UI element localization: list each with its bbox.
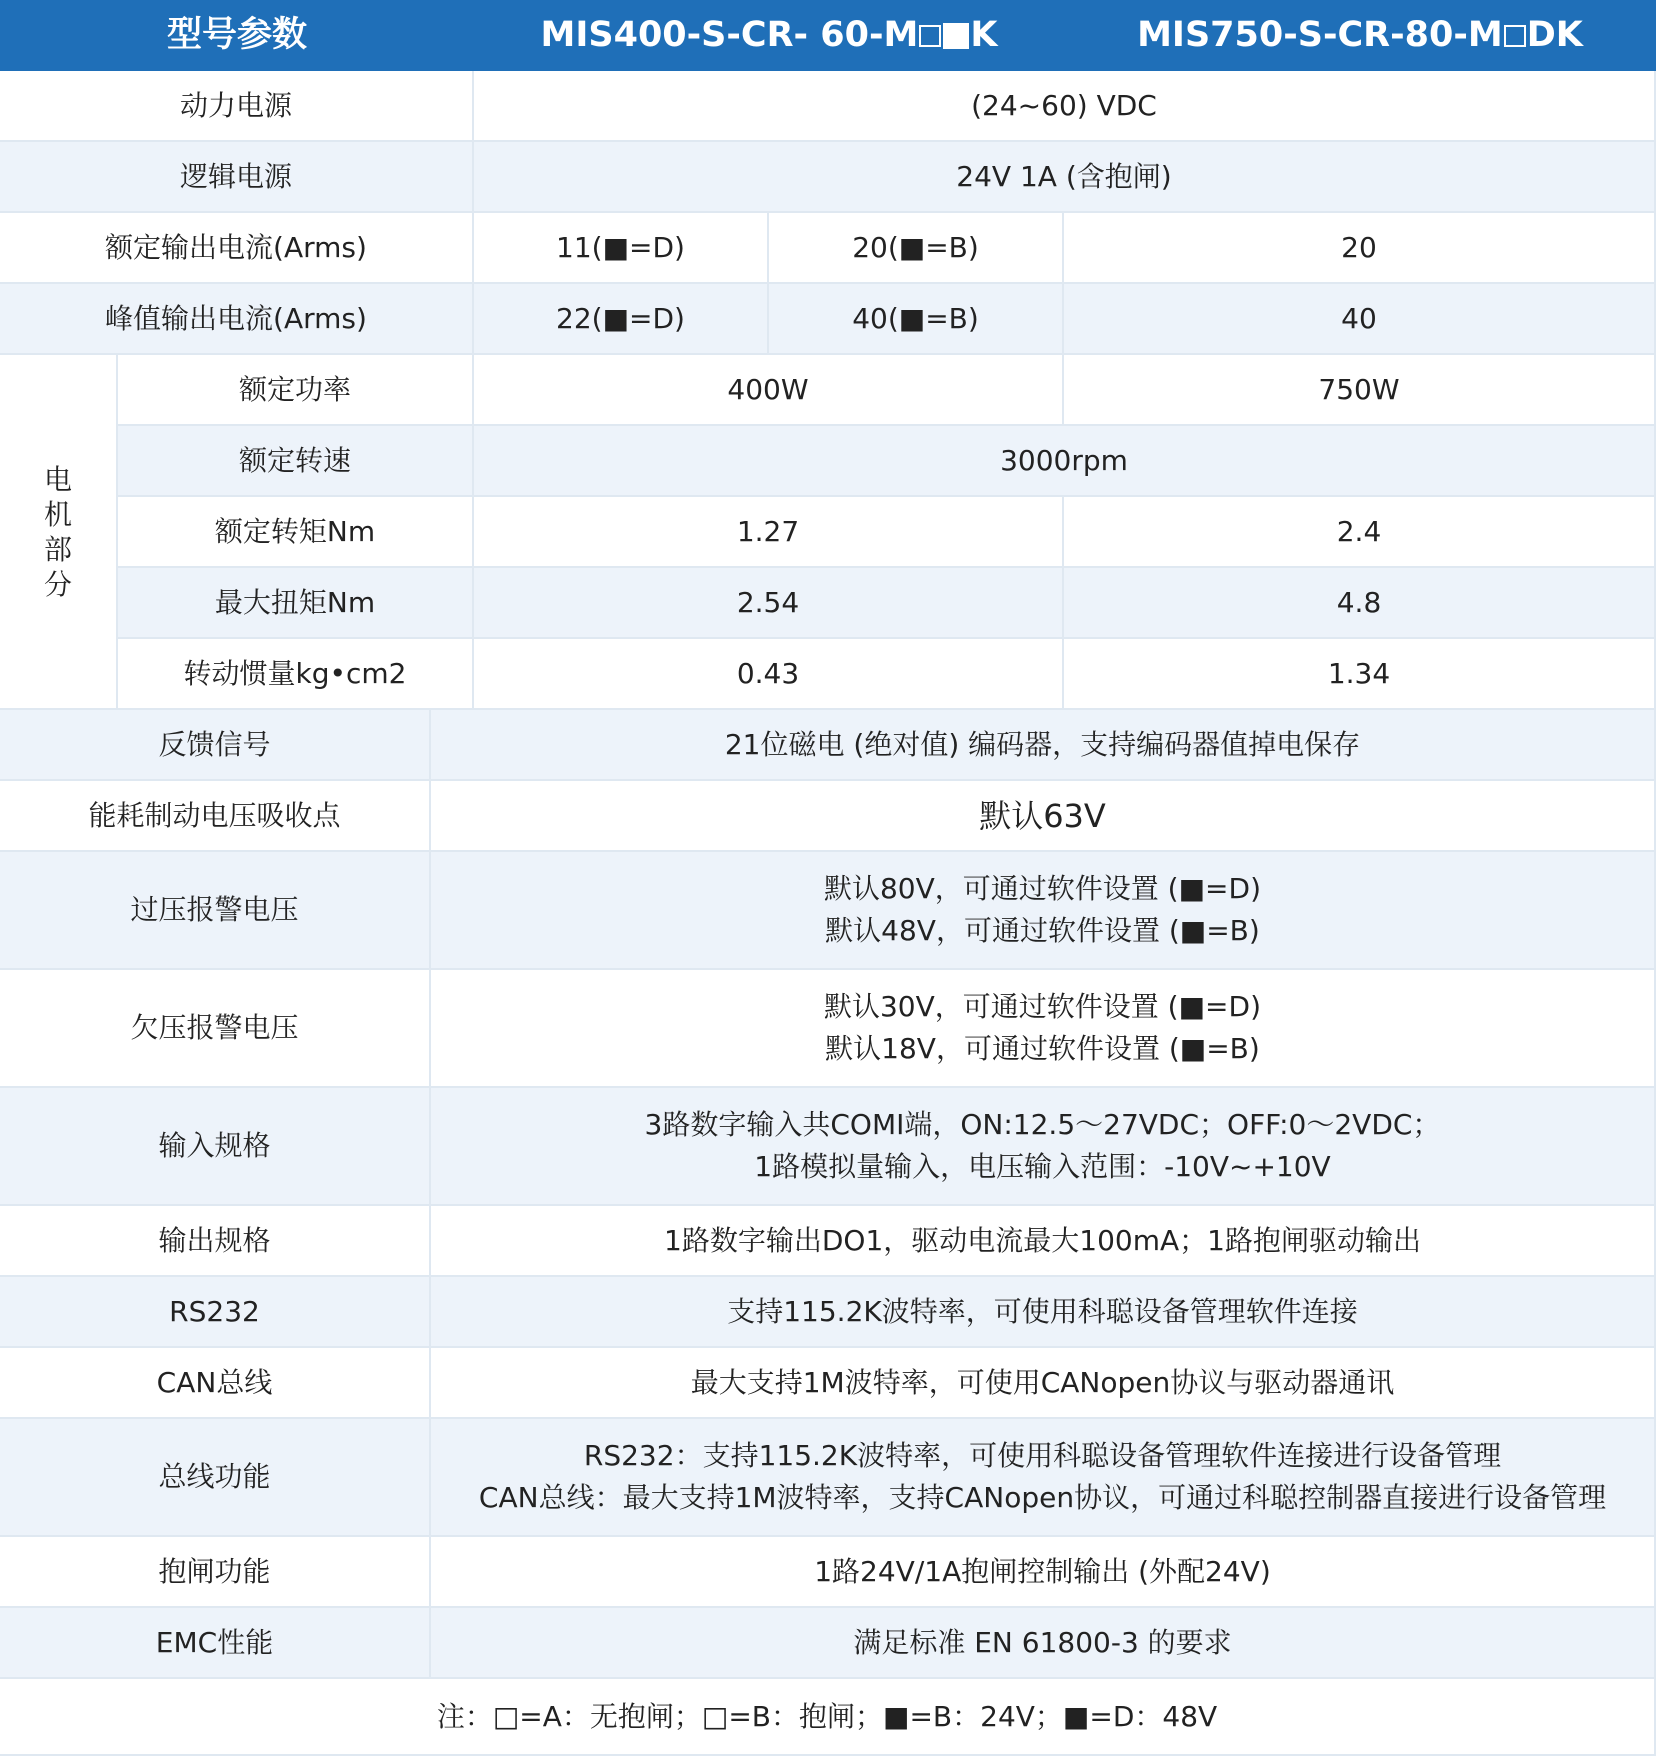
power-supply-label-text: 动力电源 — [179, 88, 292, 122]
rated-current-label-text: 额定输出电流(Arms) — [105, 230, 367, 264]
max-torque-value-400 — [474, 568, 1064, 639]
inertia-value-400-text: 0.43 — [736, 656, 800, 690]
rated-power-label — [118, 355, 474, 426]
input-spec-label-text: 输入规格 — [158, 1129, 271, 1162]
bus-function-label-text: 总线功能 — [158, 1460, 271, 1493]
max-torque-value-750 — [1064, 568, 1656, 639]
peak-current-value-750-text: 40 — [1341, 301, 1377, 335]
rated-speed-value-text: 3000rpm — [1000, 443, 1128, 477]
brake-function-label-text: 抱闸功能 — [158, 1554, 271, 1588]
rated-torque-value-750 — [1064, 497, 1656, 568]
emc-label — [0, 1608, 431, 1679]
rated-power-value-400-text: 400W — [727, 372, 809, 406]
inertia-value-750 — [1064, 639, 1656, 710]
header-model1-cell — [474, 0, 1064, 71]
header-param: 型号参数 — [166, 15, 307, 56]
feedback-label-text: 反馈信号 — [158, 727, 271, 761]
rs232-label — [0, 1277, 431, 1348]
bus-function-label — [0, 1419, 431, 1537]
inertia-value-750-text: 1.34 — [1327, 656, 1391, 690]
rated-current-value-d-text: 11(■=D) — [556, 230, 685, 264]
header-param-cell — [0, 0, 474, 71]
logic-supply-value-text: 24V 1A (含抱闸) — [956, 159, 1172, 193]
filled-square-icon — [943, 23, 969, 49]
logic-supply-label-text: 逻辑电源 — [179, 159, 292, 193]
undervoltage-line-1: 默认30V，可通过软件设置 (■=D) — [823, 990, 1261, 1023]
header-model1-prefix: MIS400-S-CR- 60-M — [540, 15, 919, 56]
inertia-label — [118, 639, 474, 710]
max-torque-label — [118, 568, 474, 639]
input-spec-value — [431, 1088, 1656, 1206]
rated-power-value-400 — [474, 355, 1064, 426]
rated-current-value-b-text: 20(■=B) — [852, 230, 979, 264]
input-spec-line-1: 3路数字输入共COMI端，ON:12.5～27VDC；OFF:0～2VDC； — [644, 1108, 1441, 1141]
brake-absorb-label — [0, 781, 431, 852]
feedback-value-text: 21位磁电 (绝对值) 编码器，支持编码器值掉电保存 — [724, 727, 1361, 761]
brake-absorb-value — [431, 781, 1656, 852]
rated-torque-label — [118, 497, 474, 568]
input-spec-line-2: 1路模拟量输入，电压输入范围：-10V~+10V — [754, 1150, 1331, 1183]
peak-current-value-d-text: 22(■=D) — [556, 301, 685, 335]
header-model2-prefix: MIS750-S-CR-80-M — [1137, 15, 1503, 56]
peak-current-label — [0, 284, 474, 355]
motor-group-char-2: 机 — [43, 497, 72, 531]
bus-function-line-2: CAN总线：最大支持1M波特率，支持CANopen协议，可通过科聪控制器直接进行设备管理 — [478, 1481, 1607, 1514]
output-spec-value-text: 1路数字输出DO1，驱动电流最大100mA；1路抱闸驱动输出 — [664, 1223, 1421, 1257]
rated-current-value-d — [474, 213, 769, 284]
emc-value-text: 满足标准 EN 61800-3 的要求 — [853, 1625, 1232, 1659]
overvoltage-label — [0, 852, 431, 970]
max-torque-value-750-text: 4.8 — [1336, 585, 1382, 619]
peak-current-value-b-text: 40(■=B) — [852, 301, 979, 335]
output-spec-label-text: 输出规格 — [158, 1223, 271, 1257]
motor-group-char-3: 部 — [43, 532, 72, 566]
peak-current-value-750 — [1064, 284, 1656, 355]
header-model2-cell — [1064, 0, 1656, 71]
rated-speed-value — [474, 426, 1656, 497]
motor-group-char-1: 电 — [43, 462, 72, 496]
feedback-value — [431, 710, 1656, 781]
inertia-label-text: 转动惯量kg•cm2 — [183, 656, 407, 690]
undervoltage-value — [431, 970, 1656, 1088]
brake-function-label — [0, 1537, 431, 1608]
rated-torque-value-400-text: 1.27 — [736, 514, 800, 548]
brake-function-value-text: 1路24V/1A抱闸控制输出 (外配24V) — [814, 1554, 1271, 1588]
rs232-label-text: RS232 — [169, 1294, 260, 1328]
max-torque-label-text: 最大扭矩Nm — [214, 585, 376, 619]
overvoltage-line-1: 默认80V，可通过软件设置 (■=D) — [823, 872, 1261, 905]
can-bus-label — [0, 1348, 431, 1419]
rated-power-value-750-text: 750W — [1318, 372, 1400, 406]
rated-speed-label-text: 额定转速 — [238, 443, 351, 477]
logic-supply-label — [0, 142, 474, 213]
undervoltage-line-2: 默认18V，可通过软件设置 (■=B) — [825, 1032, 1260, 1065]
undervoltage-label-text: 欠压报警电压 — [130, 1011, 299, 1044]
rated-current-value-750-text: 20 — [1341, 230, 1377, 264]
peak-current-label-text: 峰值输出电流(Arms) — [105, 301, 367, 335]
rated-torque-label-text: 额定转矩Nm — [214, 514, 376, 548]
peak-current-value-b — [769, 284, 1064, 355]
rated-current-label — [0, 213, 474, 284]
rated-current-value-750 — [1064, 213, 1656, 284]
inertia-value-400 — [474, 639, 1064, 710]
header-model2-suffix: DK — [1526, 15, 1583, 56]
rated-power-label-text: 额定功率 — [238, 372, 351, 406]
rs232-value — [431, 1277, 1656, 1348]
motor-group-char-4: 分 — [43, 567, 72, 601]
rated-current-value-b — [769, 213, 1064, 284]
overvoltage-label-text: 过压报警电压 — [130, 893, 299, 926]
emc-value — [431, 1608, 1656, 1679]
rated-torque-value-750-text: 2.4 — [1336, 514, 1382, 548]
bus-function-value — [431, 1419, 1656, 1537]
legend-note — [0, 1679, 1656, 1756]
overvoltage-line-2: 默认48V，可通过软件设置 (■=B) — [825, 914, 1260, 947]
peak-current-value-d — [474, 284, 769, 355]
legend-note-text: 注：□=A：无抱闸；□=B：抱闸；■=B：24V；■=D：48V — [436, 1699, 1218, 1733]
input-spec-label — [0, 1088, 431, 1206]
can-bus-label-text: CAN总线 — [156, 1365, 273, 1399]
output-spec-label — [0, 1206, 431, 1277]
rated-torque-value-400 — [474, 497, 1064, 568]
can-bus-value-text: 最大支持1M波特率，可使用CANopen协议与驱动器通讯 — [690, 1365, 1395, 1399]
can-bus-value — [431, 1348, 1656, 1419]
max-torque-value-400-text: 2.54 — [736, 585, 800, 619]
bus-function-line-1: RS232：支持115.2K波特率，可使用科聪设备管理软件连接进行设备管理 — [583, 1439, 1502, 1472]
empty-square-icon — [919, 25, 941, 47]
logic-supply-value — [474, 142, 1656, 213]
overvoltage-value — [431, 852, 1656, 970]
brake-function-value — [431, 1537, 1656, 1608]
emc-label-text: EMC性能 — [155, 1625, 274, 1659]
feedback-label — [0, 710, 431, 781]
power-supply-value-text: (24~60) VDC — [971, 88, 1157, 122]
header-model1-suffix: K — [970, 15, 998, 56]
brake-absorb-label-text: 能耗制动电压吸收点 — [88, 798, 341, 832]
rs232-value-text: 支持115.2K波特率，可使用科聪设备管理软件连接 — [727, 1294, 1358, 1328]
empty-square-icon — [1504, 25, 1526, 47]
rated-speed-label — [118, 426, 474, 497]
motor-group-label — [0, 355, 118, 710]
rated-power-value-750 — [1064, 355, 1656, 426]
undervoltage-label — [0, 970, 431, 1088]
output-spec-value — [431, 1206, 1656, 1277]
power-supply-label — [0, 71, 474, 142]
brake-absorb-value-text: 默认63V — [979, 796, 1106, 835]
power-supply-value — [474, 71, 1656, 142]
